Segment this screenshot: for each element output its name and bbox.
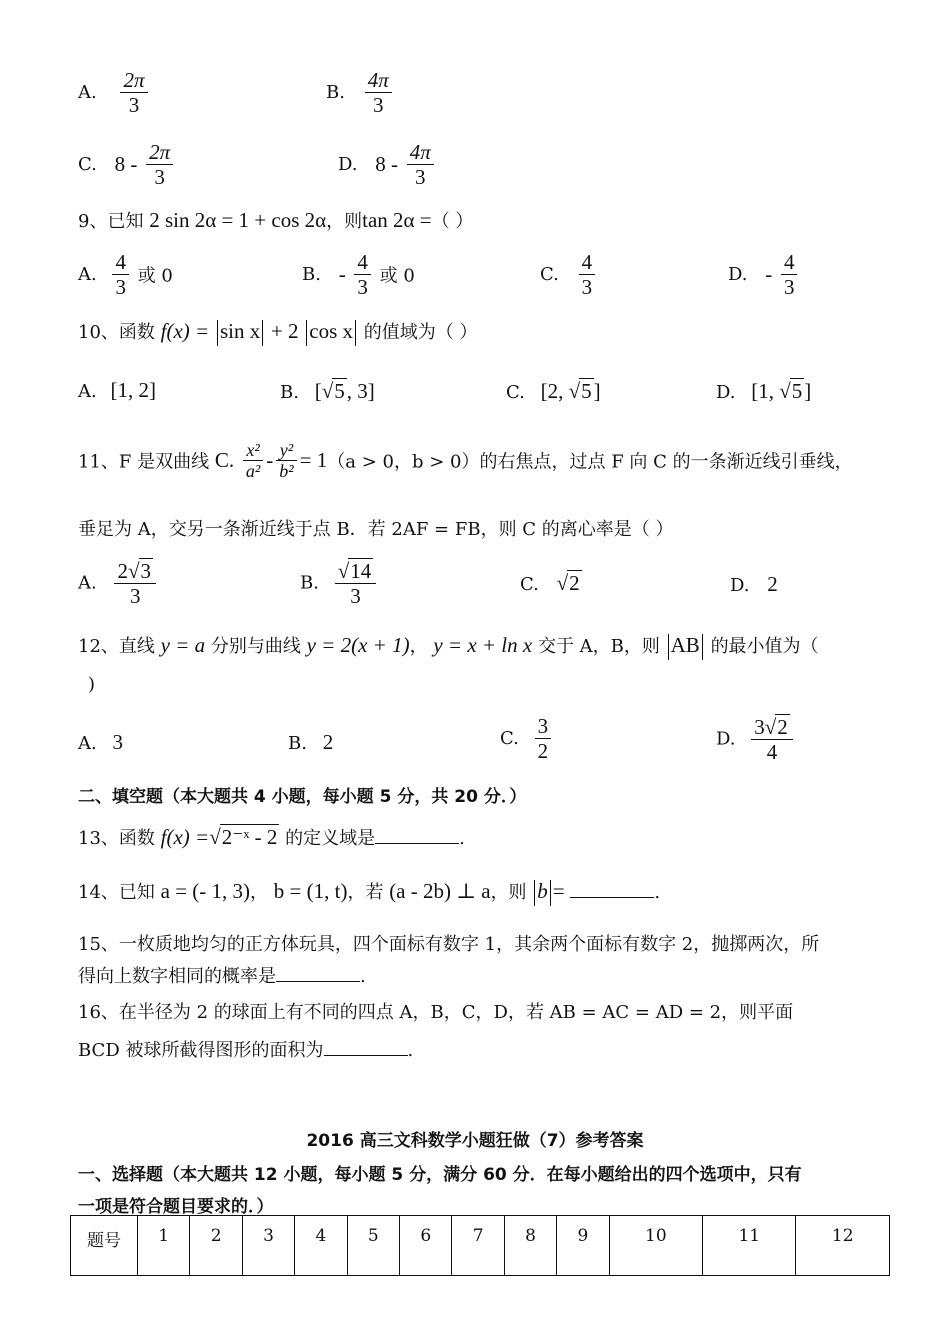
fraction: $\frac{\text{y²}}{\text{b²}}$ (276, 440, 296, 481)
question-16-line2: BCD 被球所截得图形的面积为 . (78, 1036, 413, 1062)
question-10: 10、函数 f(x) = sin x + 2 cos x 的值域为（ ） (78, 318, 477, 346)
question-9: 9、已知 2 sin 2α = 1 + cos 2α，则tan 2α =（ ） (78, 208, 474, 232)
question-12: 12、直线 y = a 分别与曲线 y = 2(x + 1)， y = x + ln x 交于 A，B，则 AB 的最小值为（ (78, 632, 819, 660)
q8-option-b (326, 68, 395, 117)
answer-blank[interactable] (570, 879, 654, 898)
sqrt: √2⁻ˣ - 2 (209, 825, 278, 849)
question-11-line2: 垂足为 A，交另一条渐近线于点 B．若 2AF = FB，则 C 的离心率是（ ） (78, 519, 674, 540)
fraction: $\frac{4}{3}$ (781, 250, 798, 299)
q8-option-c: C. 8 - $\frac{2\pi}{3}$ (78, 140, 176, 189)
fraction: $\frac{4\pi}{3}$ (407, 140, 434, 189)
fraction: $\frac{2\pi}{3}$ (120, 68, 147, 117)
q10-option-c: C. [2, √5] (506, 379, 601, 403)
question-13: 13、函数 f(x) =√2⁻ˣ - 2 的定义域是 . (78, 825, 465, 849)
q10-option-b: B. [√5, 3] (280, 379, 375, 403)
q12-option-c: C. $\frac{3}{2}$ (500, 714, 554, 763)
fraction: $\frac{4}{3}$ (112, 250, 129, 299)
q12-option-a: A. 3 (78, 730, 123, 754)
q11-option-b: B. $\frac{√14}{3}$ (300, 558, 379, 608)
question-16: 16、在半径为 2 的球面上有不同的四点 A，B，C，D，若 AB = AC = AD = 2，则平面 (78, 1002, 794, 1023)
table-cell: 8 (504, 1216, 556, 1276)
option-label: C. (78, 154, 97, 175)
sqrt: √2 (556, 571, 580, 595)
table-cell: 3 (242, 1216, 294, 1276)
sqrt: √5 (779, 379, 803, 403)
q11-option-a: A. $\frac{2√3}{3}$ (78, 558, 159, 608)
answer-blank[interactable] (276, 963, 360, 982)
q9-option-a: A. $\frac{4}{3}$ 或 0 (78, 250, 173, 299)
q10-option-d: D. [1, √5] (716, 379, 812, 403)
fraction: $\frac{4\pi}{3}$ (365, 68, 392, 117)
q9-option-c: C. $\frac{4}{3}$ (540, 250, 598, 299)
table-cell: 6 (400, 1216, 452, 1276)
q11-option-c: C. √2 (520, 571, 580, 595)
table-cell: 1 (138, 1216, 190, 1276)
fraction: $\frac{2\pi}{3}$ (146, 140, 173, 189)
q8-option-d: D. 8 - $\frac{4\pi}{3}$ (338, 140, 437, 189)
answer-section-1-line2: 一项是符合题目要求的．） (78, 1197, 274, 1217)
table-row (71, 1216, 890, 1276)
fraction: $\frac{2√3}{3}$ (114, 558, 156, 608)
answer-table (70, 1215, 890, 1276)
option-label: B. (326, 82, 345, 103)
q8-option-a (78, 68, 151, 117)
answer-blank[interactable] (324, 1037, 408, 1056)
q12-option-d: D. $\frac{3√2}{4}$ (716, 714, 796, 764)
fraction: $\frac{3√2}{4}$ (751, 714, 793, 764)
table-cell: 4 (295, 1216, 347, 1276)
sqrt: √5 (321, 379, 345, 403)
q11-option-d: D. 2 (730, 572, 778, 596)
sqrt: √5 (568, 379, 592, 403)
table-cell: 5 (347, 1216, 399, 1276)
q12-option-b: B. 2 (288, 730, 334, 754)
table-cell: 题号 (71, 1216, 138, 1276)
table-cell: 7 (452, 1216, 504, 1276)
answer-title: 2016 高三文科数学小题狂做（7）参考答案 (306, 1131, 644, 1151)
fraction: $\frac{4}{3}$ (579, 250, 596, 299)
fraction: $\frac{\text{x²}}{\text{a²}}$ (243, 440, 263, 481)
q9-option-d: D. - $\frac{4}{3}$ (728, 250, 800, 299)
question-12-line2: ) (88, 674, 96, 695)
option-label: A. (78, 82, 97, 103)
fraction: $\frac{√14}{3}$ (335, 558, 377, 608)
fraction: $\frac{4}{3}$ (354, 250, 371, 299)
option-label: D. (338, 154, 358, 175)
question-15: 15、一枚质地均匀的正方体玩具，四个面标有数字 1，其余两个面标有数字 2，抛掷两次，所 (78, 934, 820, 955)
table-cell: 2 (190, 1216, 242, 1276)
q9-option-b: B. - $\frac{4}{3}$ 或 0 (302, 250, 415, 299)
question-14: 14、已知 a = (- 1, 3)， b = (1, t)，若 (a - 2b) ⊥ a，则 b = . (78, 878, 660, 906)
q10-option-a: A. [1, 2] (78, 378, 156, 402)
table-cell: 9 (557, 1216, 609, 1276)
table-cell: 12 (796, 1216, 890, 1276)
answer-section-1-line1: 一、选择题（本大题共 12 小题，每小题 5 分，满分 60 分．在每小题给出的四个选项中，只有 (78, 1165, 802, 1185)
table-cell: 10 (609, 1216, 702, 1276)
fraction: $\frac{3}{2}$ (535, 714, 552, 763)
table-cell: 11 (703, 1216, 796, 1276)
question-11: 11、F 是双曲线 C. $\frac{\text{x²}}{\text{a²}}$ - $\frac{\text{y²}}{\text{b²}}$ = 1（a > 0，b > 0）的右焦点，过点 F 向 C 的一条渐近线引垂线， (78, 440, 853, 481)
section-2-heading: 二、填空题（本大题共 4 小题，每小题 5 分，共 20 分．） (78, 787, 527, 807)
answer-blank[interactable] (375, 825, 459, 844)
question-15-line2: 得向上数字相同的概率是 . (78, 962, 366, 988)
